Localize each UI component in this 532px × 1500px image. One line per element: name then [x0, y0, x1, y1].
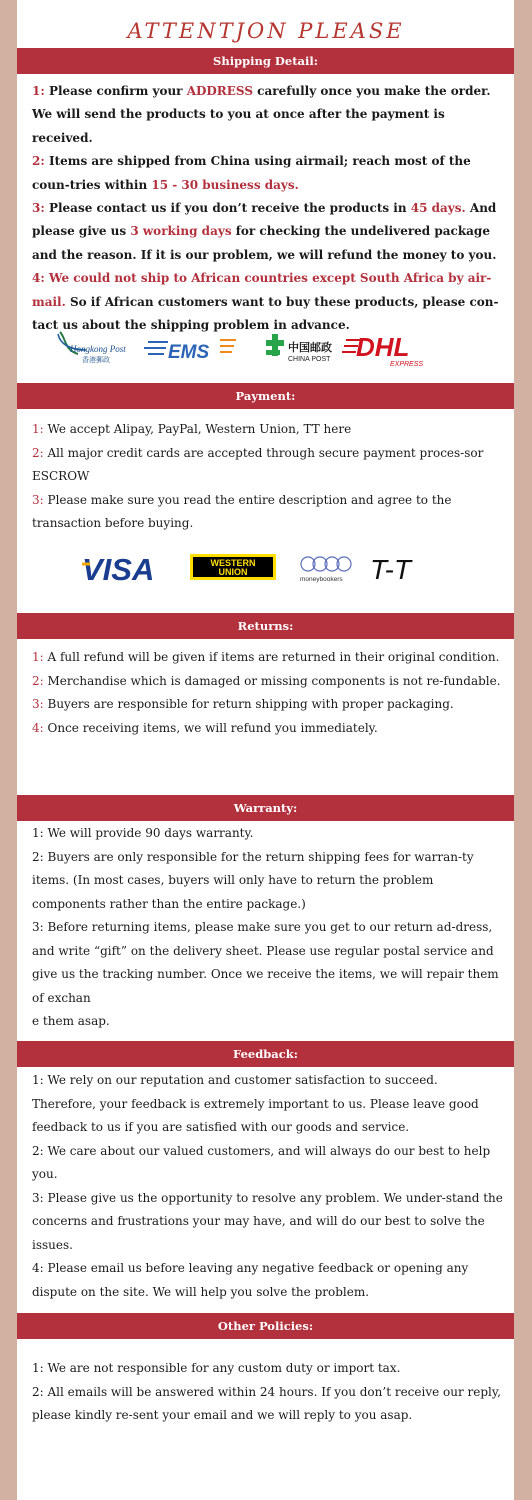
feedback-item-2: 2: We care about our valued customers, and will always do our best to help you.: [32, 1143, 491, 1181]
shipping-carrier-logos: [30, 328, 500, 368]
svg-text:WESTERN: WESTERN: [210, 558, 256, 568]
item-number: 2:: [32, 154, 45, 169]
ems-logo: [144, 340, 236, 363]
africa-warning: We could not ship to African countries except South Africa by air-mail.: [32, 271, 492, 309]
warranty-item-3-continued: e them asap.: [32, 1014, 110, 1028]
svg-text:香港郵政: 香港郵政: [82, 356, 110, 364]
item-number: 2:: [32, 445, 44, 460]
working-days-highlight: 3 working days: [130, 224, 232, 239]
payment-item-1: 1: We accept Alipay, PayPal, Western Union, TT here: [32, 422, 352, 436]
svg-text:moneybookers: moneybookers: [300, 576, 343, 583]
returns-item-2: 2: Merchandise which is damaged or missing components is not re-fundable.: [32, 673, 501, 688]
feedback-item-1: 1: We rely on our reputation and customer satisfaction to succeed. Therefore, your feedback is extremely important to us. Please leave good feedback to us if you are satisfied with our goods and service.: [32, 1073, 479, 1134]
other-item-1: 1: We are not responsible for any custom duty or import tax.: [32, 1361, 401, 1375]
section-header-shipping: Shipping Detail:: [17, 48, 514, 74]
dhl-logo: [342, 332, 423, 368]
feedback-text: [32, 1069, 504, 1304]
warranty-item-1: 1: We will provide 90 days warranty.: [32, 826, 254, 840]
svg-text:EMS: EMS: [168, 342, 210, 363]
moneybookers-logo: [300, 557, 351, 583]
svg-text:T-T: T-T: [370, 554, 411, 585]
svg-text:CHINA POST: CHINA POST: [288, 356, 331, 363]
warranty-item-2: 2: Buyers are only responsible for the return shipping fees for warran-ty items. (In most cases, buyers will only have to return the problem components rather than the entire package.): [32, 849, 474, 911]
svg-text:VISA: VISA: [82, 552, 155, 587]
returns-text: [32, 646, 504, 740]
item-number: 4:: [32, 271, 45, 286]
western-union-logo: [190, 554, 276, 580]
page-title: ATTENTJON PLEASE: [127, 19, 405, 43]
returns-item-3: 3: Buyers are responsible for return shipping with proper packaging.: [32, 697, 454, 711]
svg-text:UNION: UNION: [218, 567, 248, 577]
returns-item-4: 4: Once receiving items, we will refund you immediately.: [32, 720, 378, 735]
item-number: 1:: [32, 422, 44, 436]
item-number: 2:: [32, 673, 44, 688]
section-header-payment: Payment:: [17, 383, 514, 409]
section-header-warranty: Warranty:: [17, 795, 514, 821]
warranty-text: [32, 822, 504, 1034]
payment-method-logos: [30, 548, 500, 588]
item-number: 4:: [32, 720, 44, 735]
payment-item-2: 2: All major credit cards are accepted through secure payment proces-sor ESCROW: [32, 445, 484, 483]
svg-text:中国邮政: 中国邮政: [288, 341, 332, 354]
item-number: 3:: [32, 201, 45, 216]
address-highlight: ADDRESS: [186, 84, 253, 98]
visa-logo: [82, 552, 154, 587]
section-header-returns: Returns:: [17, 613, 514, 639]
svg-text:EXPRESS: EXPRESS: [390, 361, 424, 368]
hongkong-post-logo: [58, 332, 126, 364]
shipping-item-4: 4: We could not ship to African countries except South Africa by air-mail. So if African customers want to buy these products, please con-tact us about the shipping problem in advance.: [32, 271, 499, 333]
other-policies-text: [32, 1357, 504, 1428]
section-header-feedback: Feedback:: [17, 1041, 514, 1067]
svg-text:Hongkong Post: Hongkong Post: [70, 344, 126, 354]
shipping-item-3: 3: Please contact us if you don’t receive the products in 45 days. And please give us 3 working days for checking the undelivered package and the reason. If it is our problem, we will refund the money to you.: [32, 201, 497, 262]
svg-text:DHL: DHL: [356, 332, 410, 362]
section-header-other-policies: Other Policies:: [17, 1313, 514, 1339]
days-highlight: 45 days.: [410, 201, 466, 216]
china-post-logo: [266, 334, 332, 363]
item-number: 3:: [32, 492, 44, 507]
payment-text: [32, 418, 504, 536]
payment-item-3: 3: Please make sure you read the entire description and agree to the transaction before buying.: [32, 492, 452, 530]
feedback-item-3: 3: Please give us the opportunity to resolve any problem. We under-stand the concerns and frustrations your may have, and will do our best to solve the issues.: [32, 1190, 503, 1252]
warranty-item-3: 3: Before returning items, please make sure you get to our return ad-dress, and write “gift” on the delivery sheet. Please use regular postal service and give us the tracking number. Once we receive the items, we will repair them of exchan: [32, 920, 499, 1005]
feedback-item-4: 4: Please email us before leaving any negative feedback or opening any dispute on the site. We will help you solve the problem.: [32, 1261, 469, 1299]
item-number: 3:: [32, 697, 44, 711]
returns-item-1: 1: A full refund will be given if items are returned in their original condition.: [32, 650, 500, 664]
tt-logo: [370, 554, 413, 585]
shipping-item-1: 1: Please confirm your ADDRESS carefully once you make the order. We will send the products to you at once after the payment is received.: [32, 84, 491, 145]
shipping-text: [32, 80, 504, 337]
shipping-item-2: 2: Items are shipped from China using airmail; reach most of the coun-tries within 15 - 30 business days.: [32, 154, 471, 192]
item-number: 1:: [32, 650, 44, 664]
days-highlight: 15 - 30 business days.: [151, 177, 299, 192]
other-item-2: 2: All emails will be answered within 24 hours. If you don’t receive our reply, please kindly re-sent your email and we will reply to you asap.: [32, 1384, 501, 1422]
item-number: 1:: [32, 84, 45, 98]
